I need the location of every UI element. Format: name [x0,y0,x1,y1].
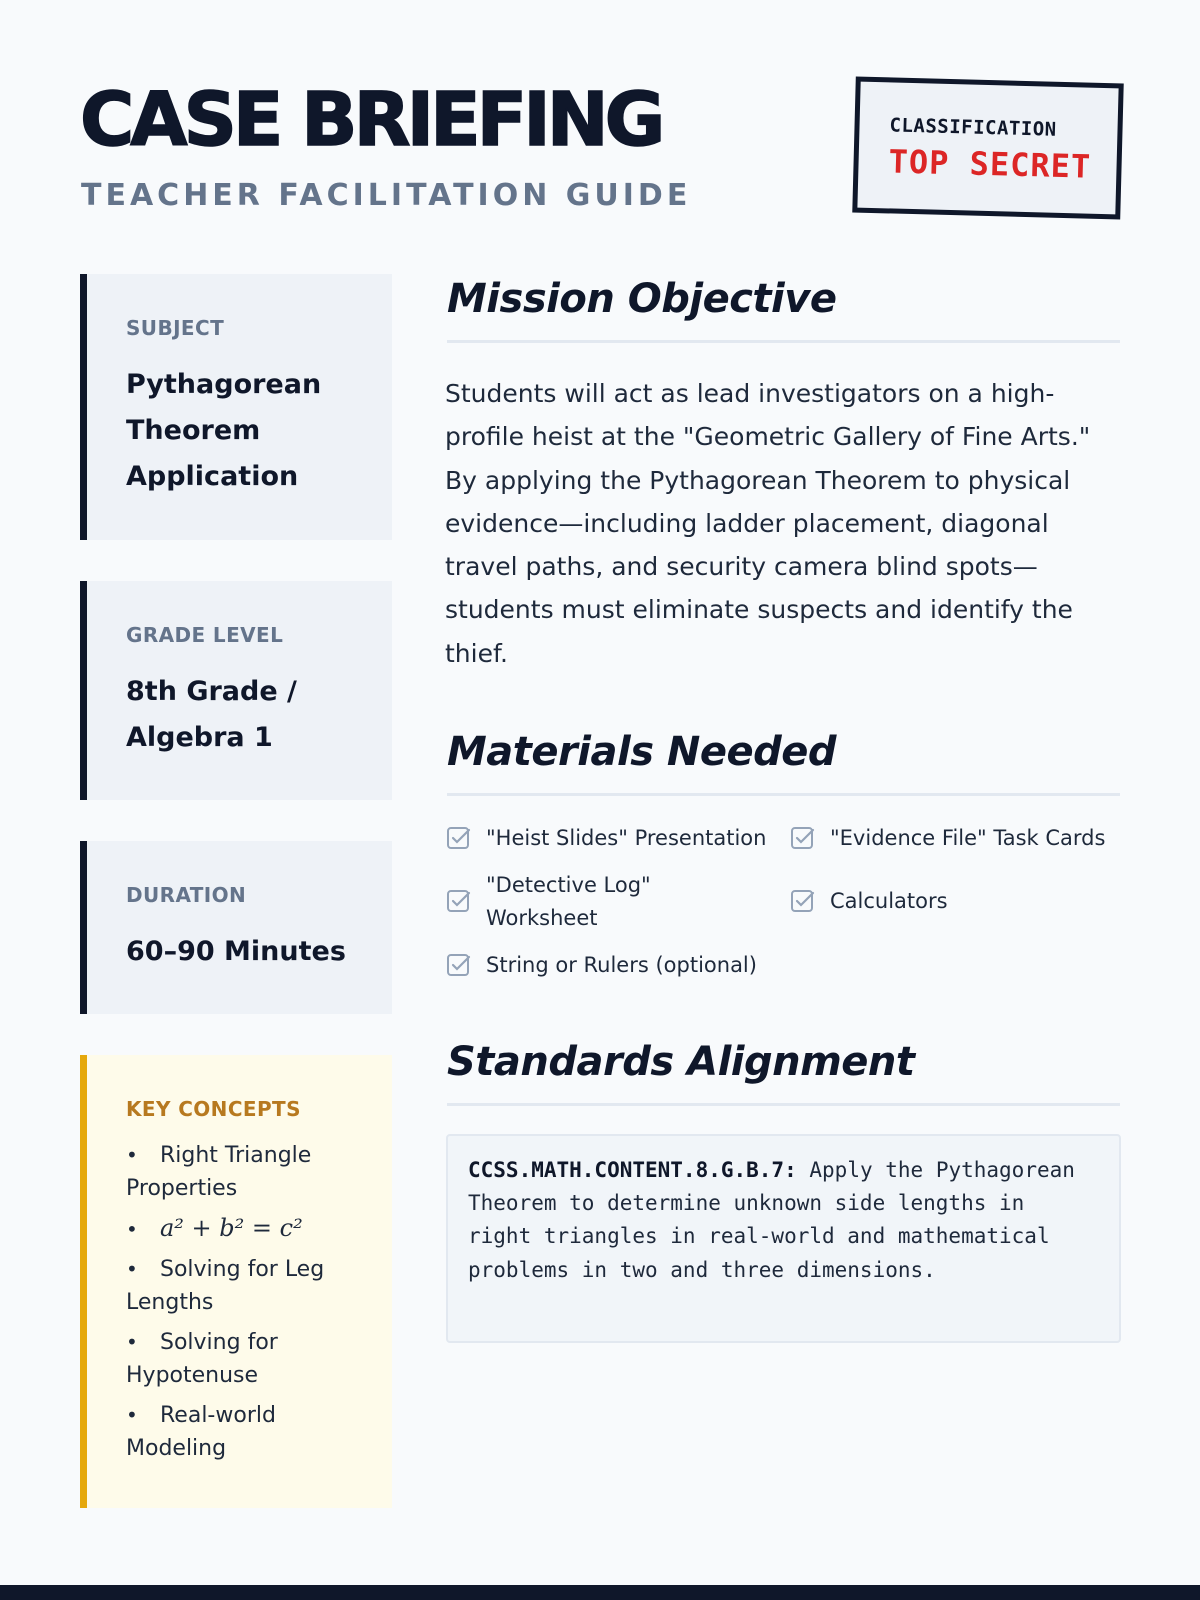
classification-label: CLASSIFICATION [889,114,1057,141]
bullet-icon: • [126,1257,138,1281]
list-item [126,1212,362,1246]
grade-level-value: 8th Grade / Algebra 1 [126,676,297,753]
duration-label: DURATION [126,883,247,907]
concept-text: Real-world Modeling [126,1403,276,1461]
key-concepts-list [126,1139,362,1465]
standard-text: Apply the Pythagorean Theorem to determine unknown side lengths in right triangles in real-world and mathematical problems in two and three dimensions. [468,1158,1075,1282]
concept-text: Right Triangle Properties [126,1143,312,1201]
list-item [790,885,1090,918]
concept-text: Solving for Leg Lengths [126,1257,325,1315]
bullet-icon: • [126,1403,138,1427]
list-item [790,822,1130,855]
checkbox-icon [446,953,486,979]
standards-box [446,1134,1121,1343]
list-item [126,1399,362,1465]
duration-card [80,841,392,1014]
footer-bar [0,1585,1200,1600]
list-item [446,869,746,935]
concept-formula: a² + b² = c² [160,1214,303,1242]
grade-level-card [80,581,392,800]
grade-level-label: GRADE LEVEL [126,623,284,647]
material-text: String or Rulers (optional) [486,953,757,977]
material-text: Calculators [830,889,948,913]
materials-needed-heading: Materials Needed [447,729,1120,796]
bullet-icon: • [126,1143,138,1167]
mission-objective-heading: Mission Objective [447,276,1120,343]
list-item [446,822,786,855]
material-text: "Evidence File" Task Cards [830,826,1106,850]
page-subtitle: TEACHER FACILITATION GUIDE [81,178,692,213]
mission-objective-text: Students will act as lead investigators on a high-profile heist at the "Geometric Gallery of Fine Arts." By applying the Pythagorean Theorem to physical evidence—including ladder placement, diagonal travel paths, and security camera blind spots—students must eliminate suspects and identify the thief. [445,379,1091,668]
checkbox-icon [446,889,486,915]
concept-text: Solving for Hypotenuse [126,1330,278,1388]
bullet-icon: • [126,1330,138,1354]
material-text: "Detective Log" Worksheet [486,873,651,930]
standard-code: CCSS.MATH.CONTENT.8.G.B.7: [468,1158,797,1182]
key-concepts-card [80,1055,392,1508]
list-item [126,1253,362,1319]
page-title: CASE BRIEFING [80,77,662,163]
checkbox-icon [446,826,486,852]
duration-value: 60–90 Minutes [126,936,346,967]
key-concepts-label: KEY CONCEPTS [126,1097,301,1121]
subject-card [80,274,392,540]
checkbox-icon [790,889,830,915]
material-text: "Heist Slides" Presentation [486,826,767,850]
list-item [126,1139,362,1205]
checkbox-icon [790,826,830,852]
bullet-icon: • [126,1217,138,1241]
subject-label: SUBJECT [126,316,225,340]
standards-alignment-heading: Standards Alignment [447,1039,1120,1106]
classification-value: TOP SECRET [888,142,1092,186]
list-item [126,1326,362,1392]
list-item [446,949,786,982]
subject-value: Pythagorean Theorem Application [126,369,322,492]
classification-stamp [852,77,1123,220]
